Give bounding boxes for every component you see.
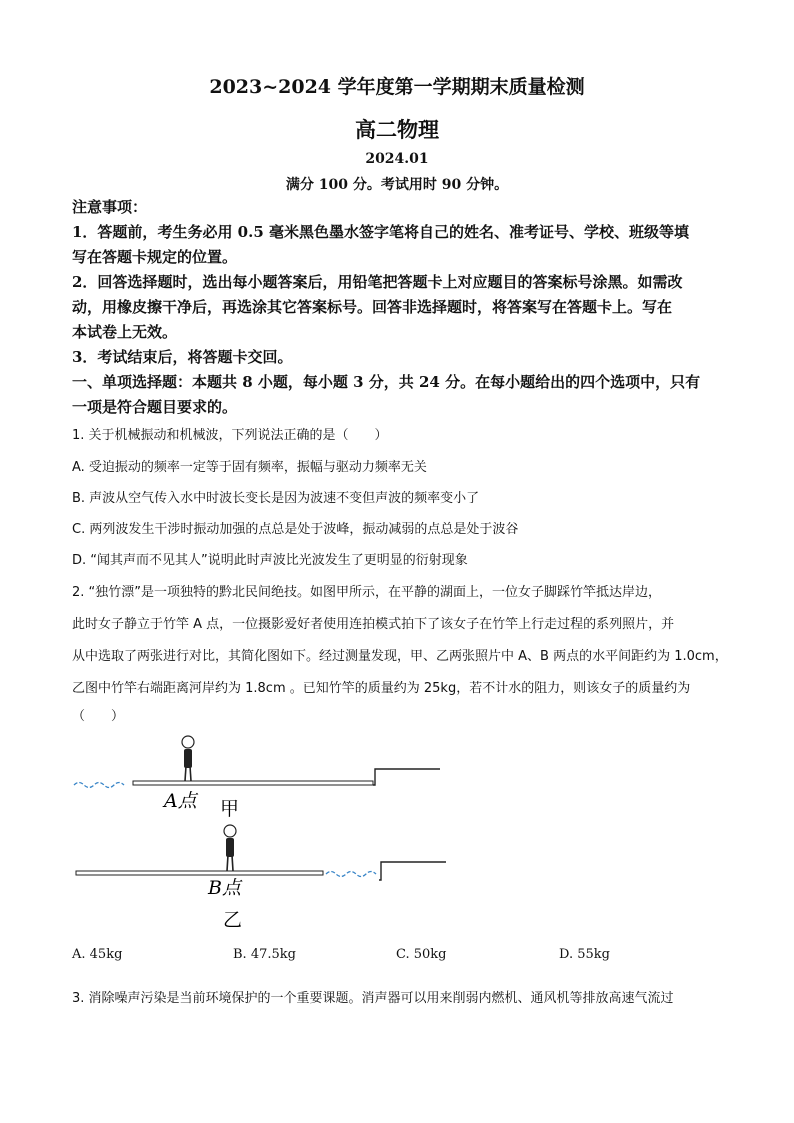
q2-figure [60,728,460,938]
water-wave-icon [326,872,376,877]
water-wave-icon [74,783,124,788]
person-body-icon [226,838,234,857]
exam-date: 2024.01 [365,151,429,167]
label-b-point: B点 [208,877,241,899]
q1-option-b: B. 声波从空气传入水中时波长变长是因为波速不变但声波的频率变小了 [72,491,480,506]
q2-text-line: （ ） [72,709,125,724]
label-a-point: A点 [164,790,197,812]
exam-title: 2023~2024 学年度第一学期期末质量检测 [209,76,585,98]
score-time: 满分 100 分。考试用时 90 分钟。 [285,177,509,193]
q2-option-c: C. 50kg [396,947,447,962]
note-line: 本试卷上无效。 [72,323,178,341]
subject-title: 高二物理 [355,117,439,142]
section-heading: 一项是符合题目要求的。 [72,398,238,416]
note-line: 3．考试结束后，将答题卡交回。 [72,348,293,366]
label-jia: 甲 [220,798,240,820]
section-heading: 一、单项选择题：本题共 8 小题，每小题 3 分，共 24 分。在每小题给出的四个选项中，只有 [72,373,701,391]
q1-option-d: D. “闻其声而不见其人”说明此时声波比光波发生了更明显的衍射现象 [72,553,468,568]
note-line: 动，用橡皮擦干净后，再选涂其它答案标号。回答非选择题时，将答案写在答题卡上。写在 [72,298,673,316]
person-head-icon [224,825,236,837]
note-line: 1．答题前，考生务必用 0.5 毫米黑色墨水签字笔将自己的姓名、准考证号、学校、班级等填 [72,223,689,241]
notes-heading: 注意事项： [72,198,148,216]
label-yi: 乙 [223,909,243,931]
q2-option-b: B. 47.5kg [233,947,296,962]
note-line: 2．回答选择题时，选出每小题答案后，用铅笔把答题卡上对应题目的答案标号涂黑。如需改 [72,273,683,291]
q3-stem: 3. 消除噪声污染是当前环境保护的一个重要课题。消声器可以用来削弱内燃机、通风机等排放高速气流过 [72,991,674,1006]
bamboo-pole [76,871,323,875]
q2-text-line: 此时女子静立于竹竿 A 点，一位摄影爱好者使用连拍模式拍下了该女子在竹竿上行走过程的系列照片，并 [72,617,675,632]
person-head-icon [182,736,194,748]
q1-stem: 1. 关于机械振动和机械波，下列说法正确的是（ ） [72,428,388,443]
note-line: 写在答题卡规定的位置。 [72,248,238,266]
q2-text-line: 2. “独竹漂”是一项独特的黔北民间绝技。如图甲所示，在平静的湖面上，一位女子脚踩竹竿抵达岸边， [72,585,662,600]
q1-option-c: C. 两列波发生干涉时振动加强的点总是处于波峰，振动减弱的点总是处于波谷 [72,522,519,537]
q2-option-d: D. 55kg [559,947,610,962]
q1-option-a: A. 受迫振动的频率一定等于固有频率，振幅与驱动力频率无关 [72,460,427,475]
q2-option-a: A. 45kg [72,947,123,962]
q2-text-line: 从中选取了两张进行对比，其简化图如下。经过测量发现，甲、乙两张照片中 A、B 两点的水平间距约为 1.0cm， [72,649,728,664]
figure-yi [76,825,446,931]
q2-text-line: 乙图中竹竿右端距离河岸约为 1.8cm 。已知竹竿的质量约为 25kg，若不计水的阻力，则该女子的质量约为 [72,681,691,696]
shore-bank [373,769,440,785]
bamboo-pole [133,781,373,785]
person-body-icon [184,749,192,768]
figure-jia [74,736,440,820]
shore-bank [379,862,446,880]
